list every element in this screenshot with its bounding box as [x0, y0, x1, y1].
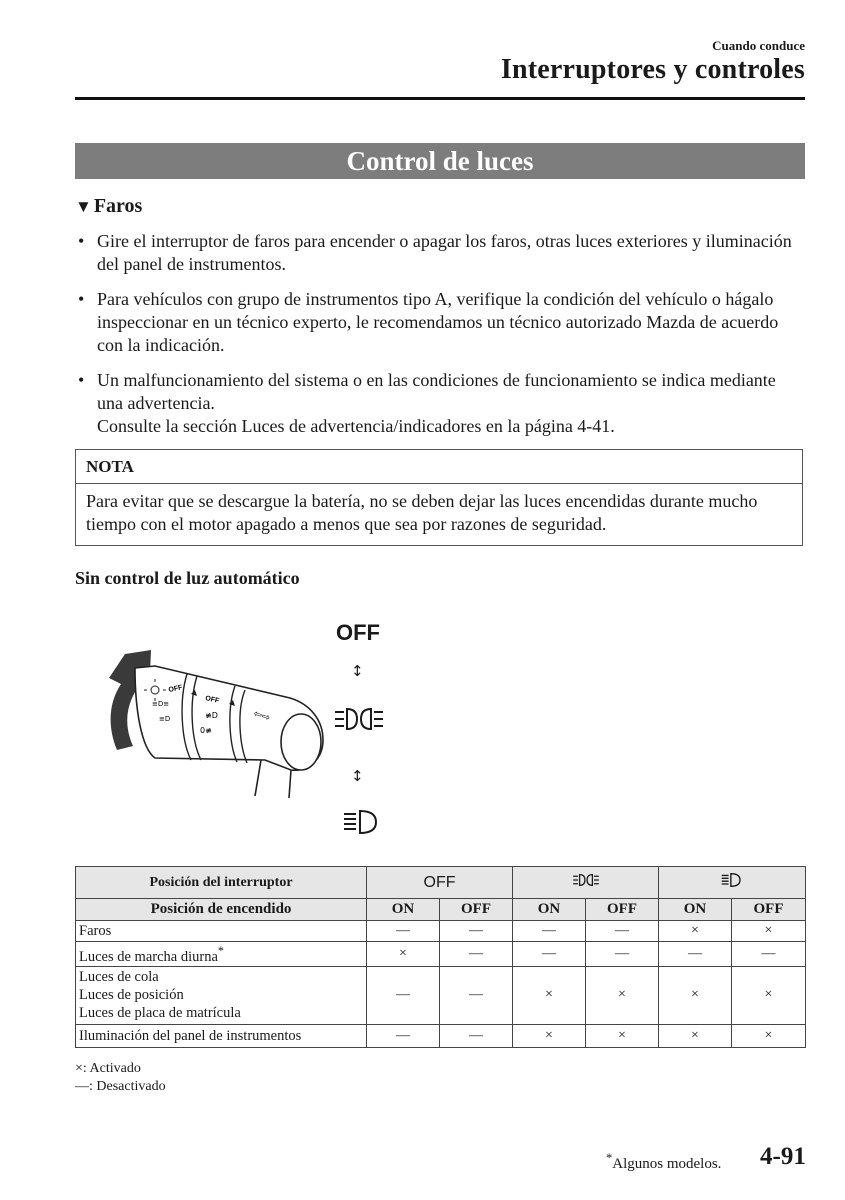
rear-fog-icon: 0≢	[200, 726, 212, 735]
subheading-text: Faros	[93, 195, 143, 217]
note-title: NOTA	[76, 450, 802, 484]
footnote-text: Algunos modelos.	[612, 1156, 722, 1172]
table-cell: —	[513, 921, 586, 942]
table-cell: —	[367, 966, 440, 1024]
parking-lights-icon	[571, 872, 601, 888]
bullet-item	[75, 369, 795, 438]
table-cell: —	[440, 1024, 513, 1047]
table-cell: ×	[732, 966, 806, 1024]
table-cell: ×	[659, 1024, 732, 1047]
parking-lights-position-icon	[333, 704, 385, 734]
row-label: Faros	[76, 921, 367, 942]
table-cell: —	[440, 966, 513, 1024]
stalk-headlight-icon: ≡D	[159, 715, 171, 723]
diagram-caption: Sin control de luz automático	[75, 568, 300, 588]
table-cell: ×	[659, 921, 732, 942]
table-cell: ×	[732, 921, 806, 942]
row-label-cell	[76, 966, 367, 1024]
stalk-end-cap	[281, 714, 321, 770]
table-row	[76, 966, 806, 1024]
table-subheader-row	[76, 899, 806, 921]
bullet-dot-icon: •	[78, 370, 85, 390]
header-on-position: Posición de encendido	[76, 899, 367, 921]
table-cell: —	[440, 942, 513, 967]
row-label: Luces de marcha diurna	[79, 948, 218, 965]
header-on-off: ON	[367, 899, 440, 921]
page-title-banner: Control de luces	[75, 143, 805, 179]
stalk-off-label-outer: OFF	[204, 695, 220, 705]
direction-arrow-icon: ⇦⇨	[252, 708, 272, 725]
header-parking-lights	[513, 867, 659, 899]
updown-arrow-icon: ↕	[351, 767, 364, 785]
footnote	[606, 1151, 721, 1173]
table-cell: ×	[513, 966, 586, 1024]
legend-inactive: —: Desactivado	[75, 1079, 166, 1094]
page-number: 4-91	[760, 1143, 806, 1170]
table-cell: —	[367, 1024, 440, 1047]
note-box	[75, 449, 803, 546]
row-label-cell	[76, 942, 367, 967]
table-cell: —	[586, 921, 659, 942]
row-label: Luces de placa de matrícula	[79, 1005, 241, 1022]
header-on-off: OFF	[586, 899, 659, 921]
header-off: OFF	[367, 867, 513, 899]
bullet-item	[75, 288, 795, 357]
bullet-dot-icon: •	[78, 231, 85, 251]
header-on-off: OFF	[732, 899, 806, 921]
table-cell: ×	[586, 966, 659, 1024]
row-label: Luces de posición	[79, 987, 184, 1004]
headlights-icon	[720, 872, 744, 888]
header-on-off: OFF	[440, 899, 513, 921]
subheading-faros	[75, 195, 142, 218]
table-cell: —	[586, 942, 659, 967]
table-cell: —	[367, 921, 440, 942]
triangle-icon: ▼	[75, 197, 92, 216]
row-label: Luces de cola	[79, 969, 159, 986]
header-rule	[75, 97, 805, 100]
light-switch-stalk-illustration	[95, 648, 335, 800]
bullet-item	[75, 230, 795, 276]
table-cell: ×	[367, 942, 440, 967]
bullet-text: Gire el interruptor de faros para encender o apagar los faros, otras luces exteriores y iluminación del panel de instrumentos.	[97, 231, 792, 274]
bullet-text: Un malfuncionamiento del sistema o en las condiciones de funcionamiento se indica mediante una advertencia.	[97, 370, 776, 413]
bullet-list	[75, 230, 795, 450]
table-row	[76, 921, 806, 942]
bullet-text-reference: Consulte la sección Luces de advertencia/indicadores en la página 4-41.	[97, 416, 615, 436]
table-row	[76, 1024, 806, 1047]
table-cell: ×	[732, 1024, 806, 1047]
legend-active: ×: Activado	[75, 1061, 141, 1076]
headlights-position-icon	[342, 808, 382, 836]
stalk-side-lights-icon: ≡D≡	[152, 700, 170, 708]
table-cell: —	[440, 921, 513, 942]
updown-arrow-icon: ↕	[351, 662, 364, 680]
row-label: Iluminación del panel de instrumentos	[76, 1024, 367, 1047]
fog-light-icon: ≢D	[205, 711, 218, 720]
footnote-asterisk: *	[606, 1151, 613, 1165]
header-headlights	[659, 867, 806, 899]
table-row	[76, 942, 806, 967]
table-cell: —	[659, 942, 732, 967]
chapter-label: Cuando conduce	[712, 38, 805, 53]
table-cell: —	[513, 942, 586, 967]
table-cell: —	[732, 942, 806, 967]
stalk-off-label: OFF	[167, 684, 184, 694]
table-cell: ×	[586, 1024, 659, 1047]
table-header-row	[76, 867, 806, 899]
table-cell: ×	[659, 966, 732, 1024]
header-on-off: ON	[659, 899, 732, 921]
section-title: Interruptores y controles	[500, 54, 805, 85]
lights-table	[75, 866, 806, 1048]
bullet-dot-icon: •	[78, 289, 85, 309]
table-cell: ×	[513, 1024, 586, 1047]
header-switch-position: Posición del interruptor	[76, 867, 367, 899]
note-text: Para evitar que se descargue la batería, no se deben dejar las luces encendidas durante mucho tiempo con el motor apagado a menos que sea por razones de seguridad.	[86, 491, 758, 534]
bullet-text: Para vehículos con grupo de instrumentos tipo A, verifique la condición del vehículo o hágalo inspeccionar en un técnico experto, le recomendamos un técnico autorizado Mazda de acuerdo con la indicación.	[97, 289, 779, 355]
asterisk-mark: *	[217, 944, 224, 958]
header-on-off: ON	[513, 899, 586, 921]
table-legend	[75, 1060, 166, 1096]
position-off-label: OFF	[336, 620, 380, 645]
